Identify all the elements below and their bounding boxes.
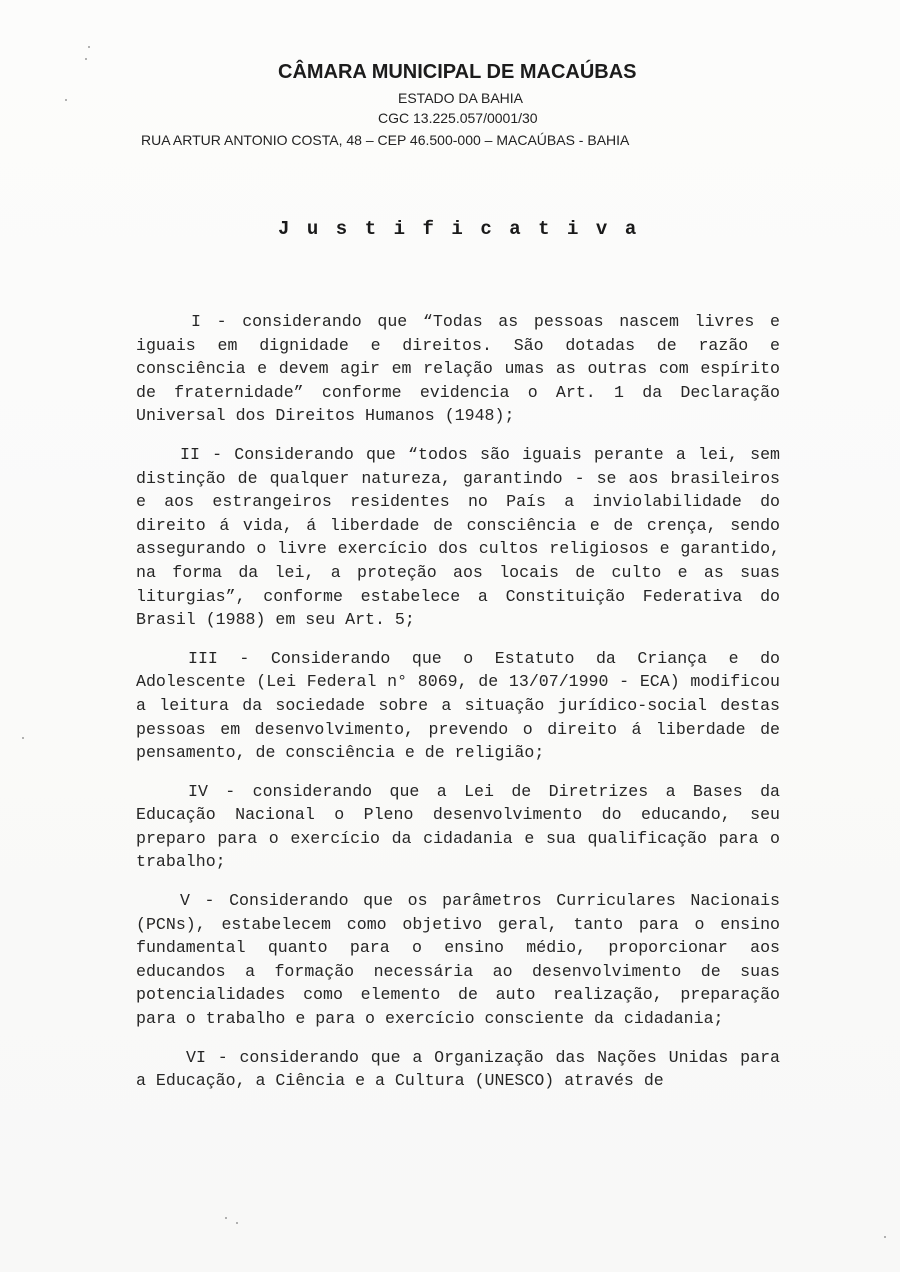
address-line: RUA ARTUR ANTONIO COSTA, 48 – CEP 46.500-000 – MACAÚBAS - BAHIA — [141, 132, 630, 148]
scan-speck — [225, 1217, 227, 1219]
scan-speck — [85, 58, 87, 60]
document-body — [136, 310, 780, 1108]
scan-speck — [22, 737, 24, 739]
paragraph-1: I - considerando que “Todas as pessoas nascem livres e iguais em dignidade e direitos. São dotadas de razão e consciência e devem agir em relação umas as outras com espírito de fraternidade” conforme evidencia o Art. 1 da Declaração Universal dos Direitos Humanos (1948); — [136, 312, 780, 426]
paragraph-4: IV - considerando que a Lei de Diretrizes a Bases da Educação Nacional o Pleno desenvolvimento do educando, seu preparo para o exercício da cidadania e sua qualificação para o trabalho; — [136, 781, 780, 872]
cgc-line: CGC 13.225.057/0001/30 — [378, 110, 538, 126]
state-line: ESTADO DA BAHIA — [398, 90, 523, 106]
paragraph-6: VI - considerando que a Organização das Nações Unidas para a Educação, a Ciência e a Cultura (UNESCO) através de — [136, 1047, 780, 1091]
document-title: Justificativa — [278, 218, 654, 240]
paragraph-3: III - Considerando que o Estatuto da Criança e do Adolescente (Lei Federal n° 8069, de 13/07/1990 - ECA) modificou a leitura da sociedade sobre a situação jurídico-social destas pessoas em desenvolvimento, prevendo o direito á liberdade de pensamento, de consciência e de religião; — [136, 648, 780, 763]
scan-speck — [236, 1222, 238, 1224]
scan-speck — [88, 46, 90, 48]
scan-speck — [884, 1236, 886, 1238]
institution-name: CÂMARA MUNICIPAL DE MACAÚBAS — [278, 61, 637, 83]
paragraph-2: II - Considerando que “todos são iguais perante a lei, sem distinção de qualquer natureza, garantindo - se aos brasileiros e aos estrangeiros residentes no País a inviolabilidade do direito á vida, á liberdade de consciência e de crença, sendo assegurando o livre exercício dos cultos religiosos e garantido, na forma da lei, a proteção aos locais de culto e as suas liturgias”, conforme estabelece a Constituição Federativa do Brasil (1988) em seu Art. 5; — [136, 444, 780, 630]
paragraph-5: V - Considerando que os parâmetros Curriculares Nacionais (PCNs), estabelecem como objetivo geral, tanto para o ensino fundamental quanto para o ensino médio, proporcionar aos educandos a formação necessária ao desenvolvimento de suas potencialidades como elemento de auto realização, preparação para o trabalho e para o exercício consciente da cidadania; — [136, 891, 780, 1029]
scan-speck — [65, 99, 67, 101]
